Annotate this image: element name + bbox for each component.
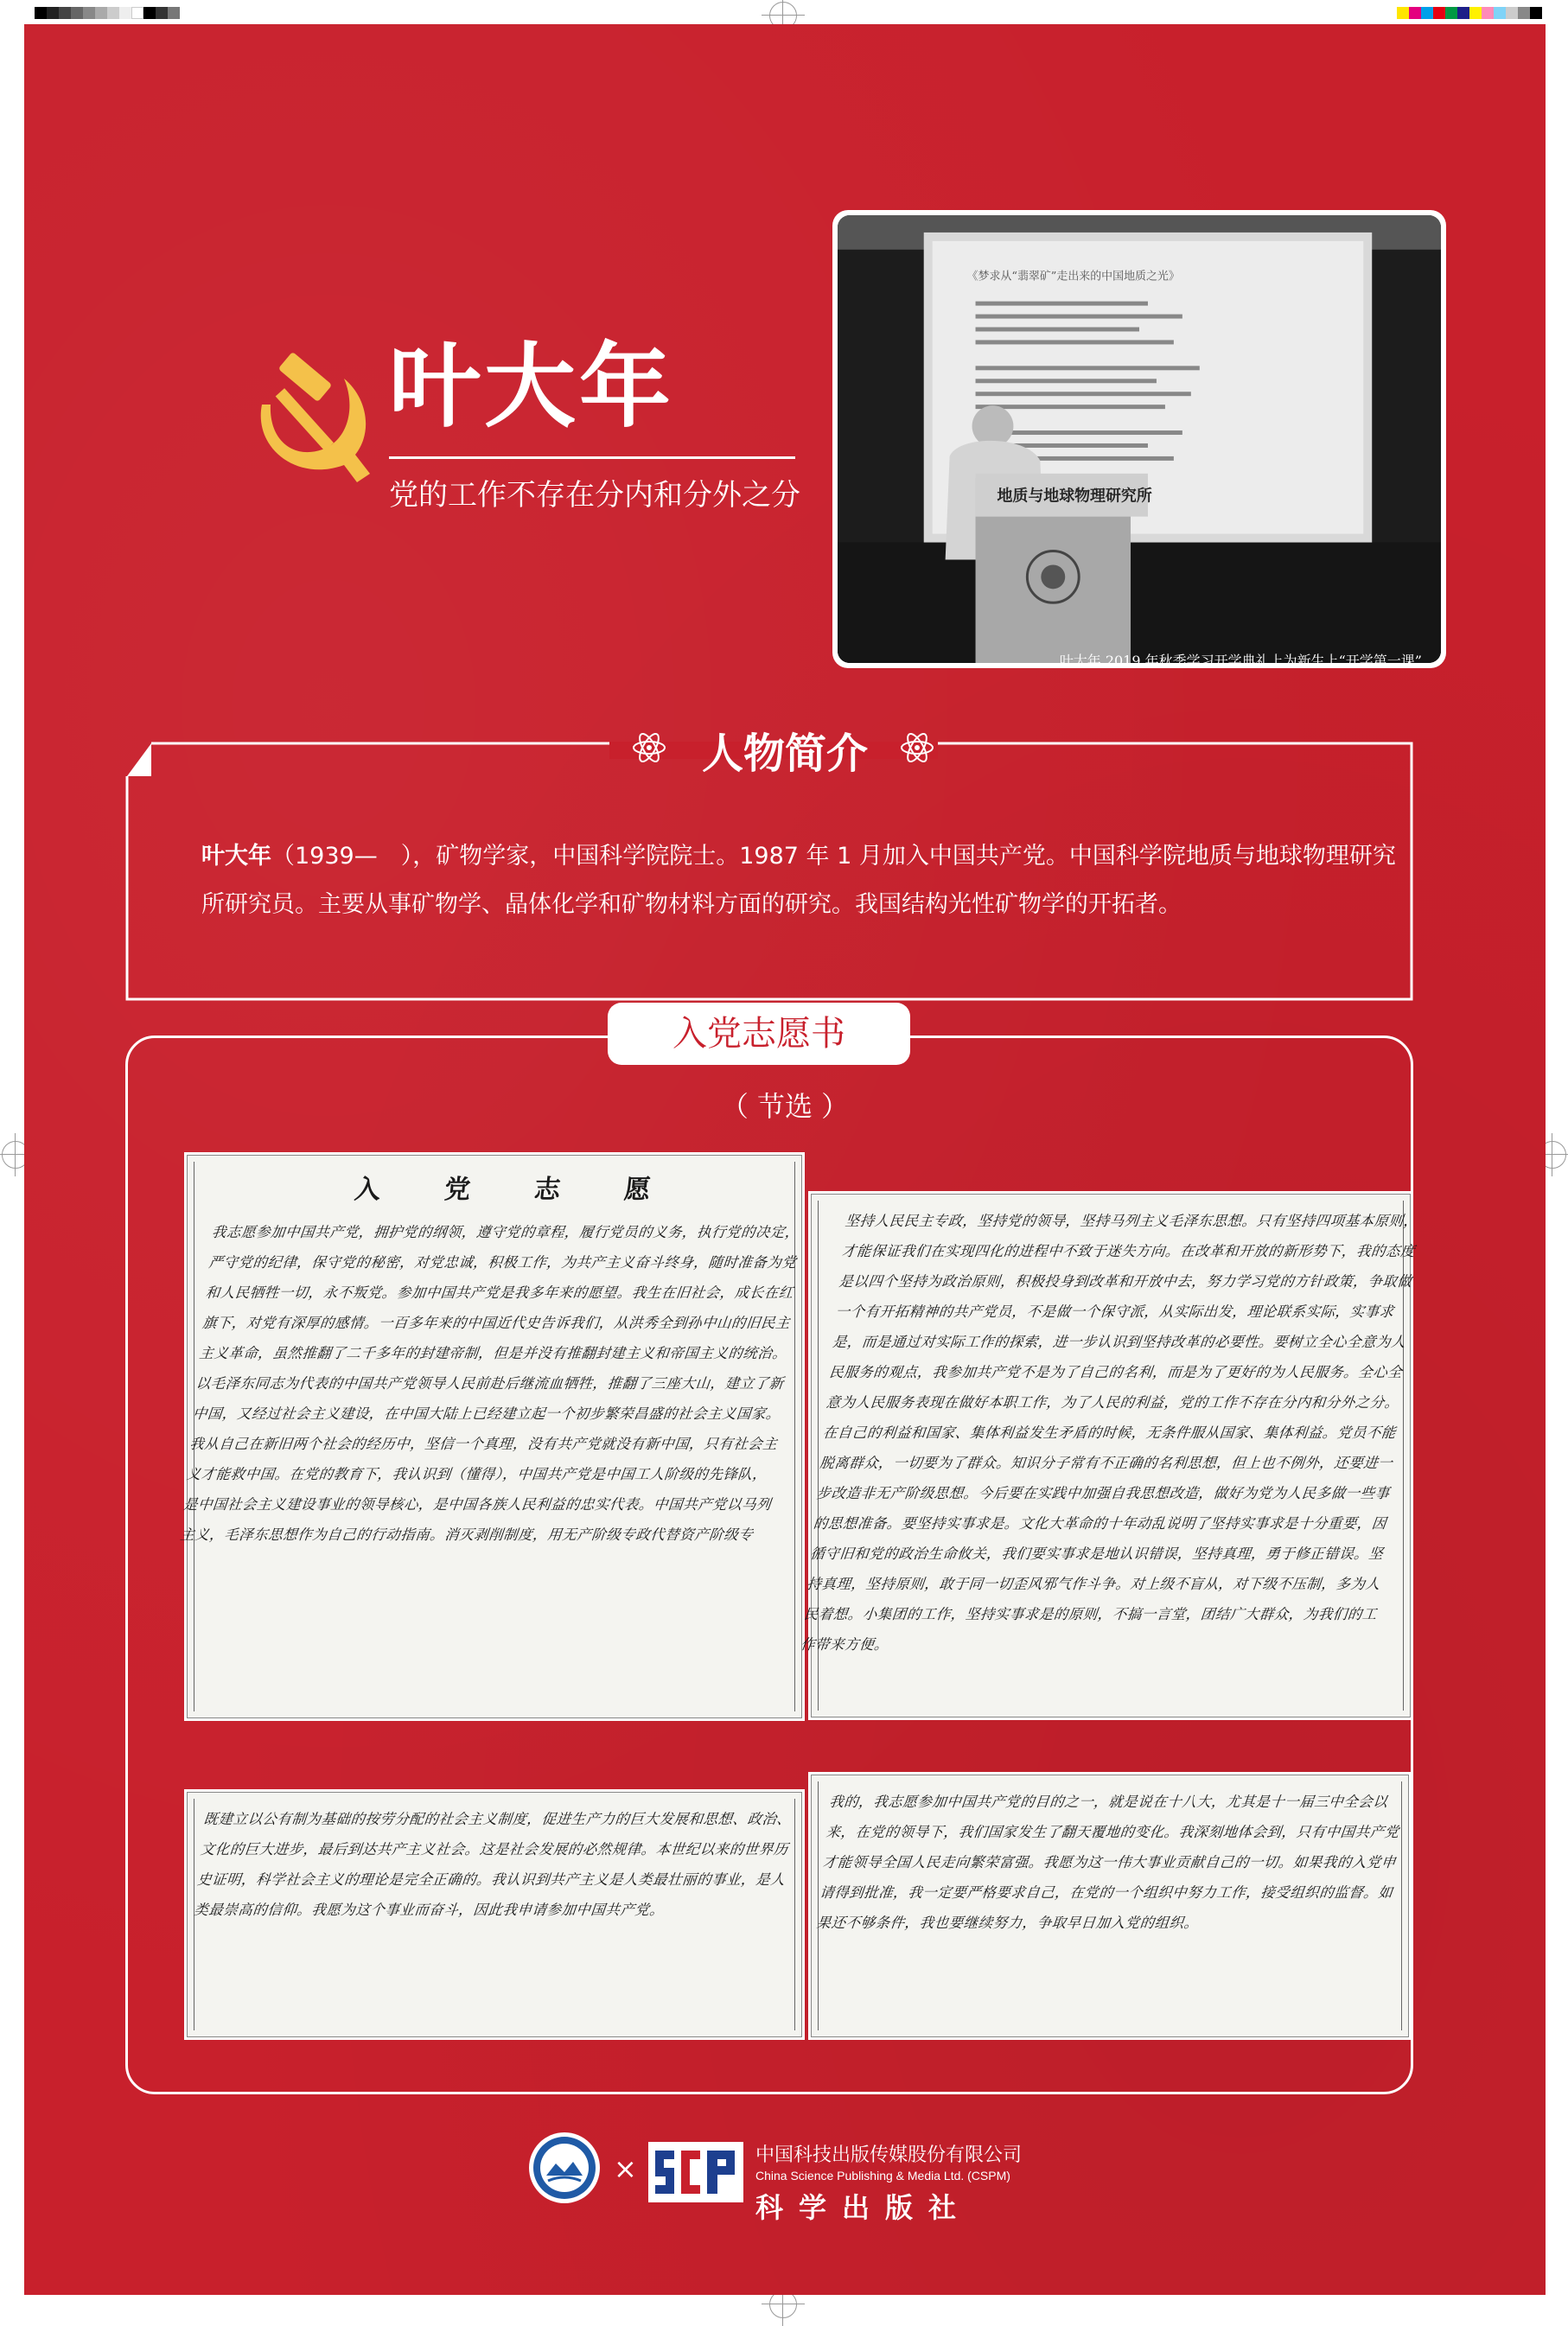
print-calibration-grayscale <box>35 7 180 19</box>
publisher-brand: 科学出版社 <box>755 2191 972 2224</box>
scan-2-text: 坚持人民民主专政，坚持党的领导，坚持马列主义毛泽东思想。只有坚持四项基本原则，才能保证我们在实现四化的进程中不致于迷失方向。在改革和开放的新形势下，我的态度是以四个坚持为政治原则，积极投身到改革和开放中去，努力学习党的方针政策，争取做一个有开拓精神的共产党员，不是做一个保守派，从实际出发，理论联系实际，实事求是，而是通过对实际工作的探索，进一步认识到坚持改革的必要性。要树立全心全意为人民服务的观点，我参加共产党不是为了自己的名利，而是为了更好的为人民服务。全心全意为人民服务表现在做好本职工作，为了人民的利益，党的工作不存在分内和分外之分。在自己的利益和国家、集体利益发生矛盾的时候，无条件服从国家、集体利益。党员不能脱离群众，一切要为了群众。知识分子常有不正确的名利思想，但上也不例外，还要进一步改造非无产阶级思想。今后要在实践中加强自我思想改造，做好为党为人民多做一些事的思想准备。要坚持实事求是。文化大革命的十年动乱说明了坚持实事求是十分重要，因循守旧和党的政治生命攸关，我们要实事求是地认识错误，坚持真理，勇于修正错误。坚持真理，坚持原则，敢于同一切歪风邪气作斗争。对上级不盲从，对下级不压制，多为人民着想。小集团的工作，坚持实事求是的原则，不搞一言堂，团结广大群众，为我们的工作带来方便。 <box>800 1213 1419 1653</box>
application-scan-page-4 <box>808 1772 1412 2040</box>
bio-text <box>201 832 1412 929</box>
scan-3-text: 既建立以公有制为基础的按劳分配的社会主义制度，促进生产力的巨大发展和思想、政治、文化的巨大进步，最后到达共产主义社会。这是社会发展的必然规律。本世纪以来的世界历史证明，科学社会主义的理论是完全正确的。我认识到共产主义是人类最壮丽的事业，是人类最崇高的信仰。我愿为这个事业而奋斗，因此我申请参加中国共产党。 <box>193 1811 793 1918</box>
application-heading: 入党志愿书 <box>608 1003 910 1065</box>
screen-title: 《梦求从“翡翠矿”走出来的中国地质之光》 <box>966 270 1180 284</box>
hammer-sickle-icon <box>245 344 374 491</box>
tagline: 党的工作不存在分内和分外之分 <box>389 478 800 513</box>
application-scan-page-3 <box>184 1789 805 2040</box>
name-underline <box>389 456 795 459</box>
bio-body: （1939— ），矿物学家，中国科学院院士。1987 年 1 月加入中国共产党。中国科学院地质与地球物理研究所研究员。主要从事矿物学、晶体化学和矿物材料方面的研究。我国结构光性矿物学的开拓者。 <box>201 843 1396 918</box>
publisher-block <box>755 2140 1022 2226</box>
application-scan-page-2 <box>800 1191 1419 1720</box>
portrait-photo-frame <box>832 210 1446 668</box>
footer-multiply-sign: × <box>614 2152 637 2185</box>
person-name: 叶大年 <box>389 332 674 440</box>
scan-1-text: 我志愿参加中国共产党，拥护党的纲领，遵守党的章程，履行党员的义务，执行党的决定，严守党的纪律，保守党的秘密，对党忠诚，积极工作，为共产主义奋斗终身，随时准备为党和人民牺牲一切，永不叛党。参加中国共产党是我多年来的愿望。我生在旧社会，成长在红旗下，对党有深厚的感情。一百多年来的中国近代史告诉我们，从洪秀全到孙中山的旧民主主义革命，虽然推翻了二千多年的封建帝制，但是并没有推翻封建主义和帝国主义的统治。以毛泽东同志为代表的中国共产党领导人民前赴后继流血牺牲，推翻了三座大山，建立了新中国，又经过社会主义建设，在中国大陆上已经建立起一个初步繁荣昌盛的社会主义国家。我从自己在新旧两个社会的经历中，坚信一个真理，没有共产党就没有新中国，只有社会主义才能救中国。在党的教育下，我认识到（懂得），中国共产党是中国工人阶级的先锋队，是中国社会主义建设事业的领导核心，是中国各族人民利益的忠实代表。中国共产党以马列主义，毛泽东思想作为自己的行动指南。消灭剥削制度，用无产阶级专政代替资产阶级专 <box>179 1224 801 1543</box>
application-scan-page-1 <box>179 1152 805 1721</box>
poster <box>24 24 1546 2295</box>
publisher-en: China Science Publishing & Media Ltd. (CSPM) <box>755 2169 1010 2183</box>
application-subtitle: （ 节选 ） <box>720 1090 850 1123</box>
bio-name: 叶大年 <box>201 843 271 870</box>
cspm-logo-icon <box>648 2142 743 2202</box>
seal-label: 中国科学院 <box>551 2148 578 2154</box>
publisher-cn: 中国科技出版传媒股份有限公司 <box>755 2144 1023 2166</box>
lecture-photo <box>838 215 1441 663</box>
print-calibration-color <box>1397 7 1542 19</box>
scan-heading: 入 党 志 愿 <box>353 1175 672 1205</box>
cas-seal-icon <box>527 2131 602 2205</box>
podium-label: 地质与地球物理研究所 <box>997 487 1152 506</box>
photo-caption: 叶大年 2019 年秋季学习开学典礼上为新生上“开学第一课” <box>1059 653 1422 669</box>
scan-4-text: 我的，我志愿参加中国共产党的目的之一，就是说在十八大，尤其是十一届三中全会以来，在党的领导下，我们国家发生了翻天覆地的变化。我深刻地体会到，只有中国共产党才能领导全国人民走向繁荣富强。我愿为这一伟大事业贡献自己的一切。如果我的入党申请得到批准，我一定要严格要求自己，在党的一个组织中努力工作，接受组织的监督。如果还不够条件，我也要继续努力，争取早日加入党的组织。 <box>815 1794 1400 1931</box>
bio-heading: 人物简介 <box>701 730 868 778</box>
